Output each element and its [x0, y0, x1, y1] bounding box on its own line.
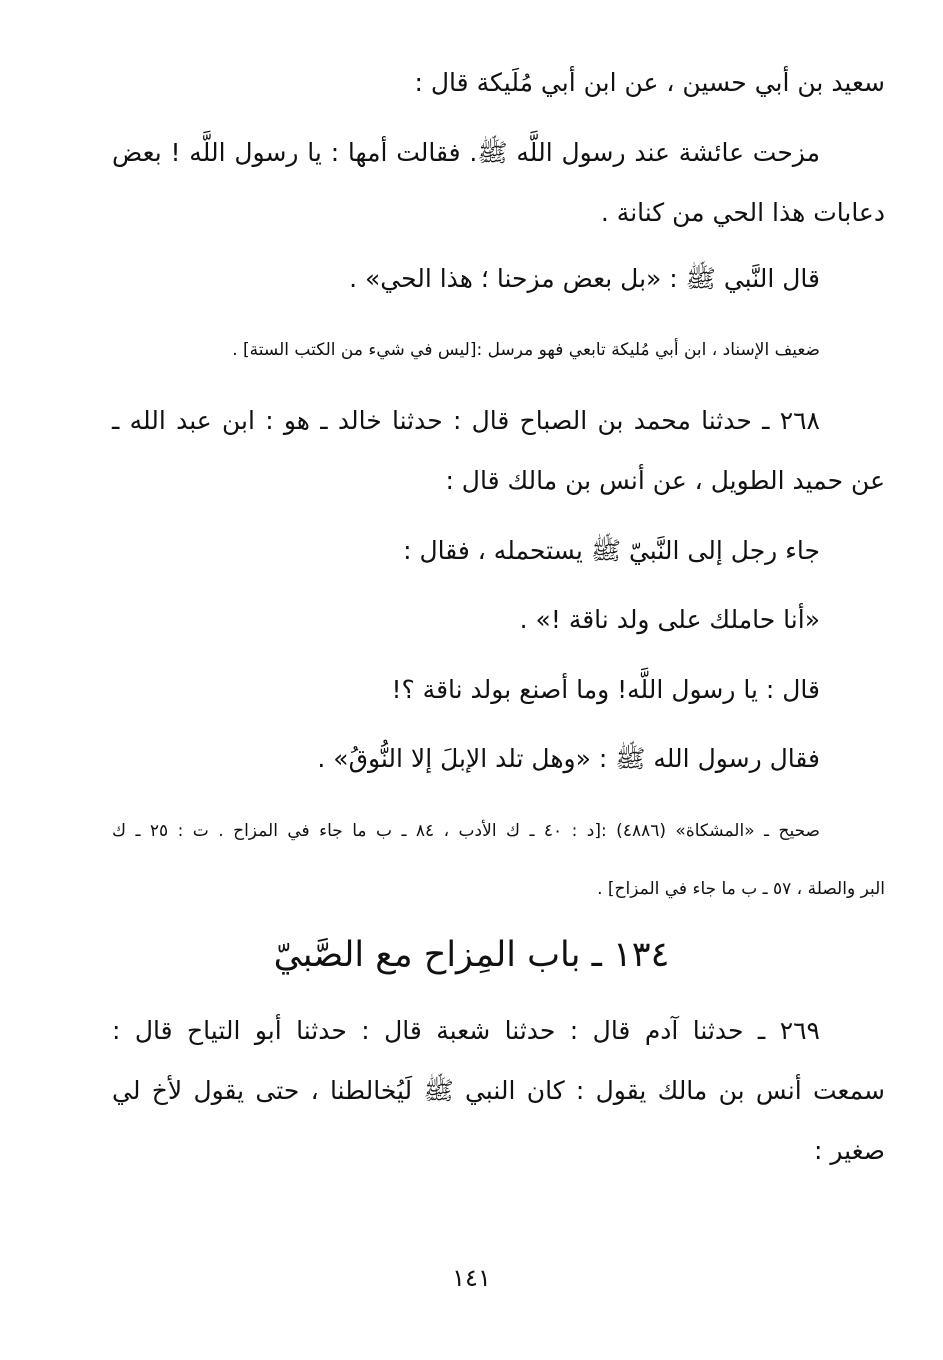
- text-line-12: سمعت أنس بن مالك يقول : كان النبي ﷺ لَيُخالطنا ، حتى يقول لأخ لي: [112, 1076, 885, 1105]
- text-line-4: قال النَّبي ﷺ : «بل بعض مزحنا ؛ هذا الحي» .: [349, 264, 820, 293]
- text-line-1: سعيد بن أبي حسين ، عن ابن أبي مُلَيكة قال :: [414, 68, 885, 97]
- text-line-10: فقال رسول الله ﷺ : «وهل تلد الإبلَ إلا النُّوقُ» .: [317, 744, 820, 773]
- text-line-7: جاء رجل إلى النَّبيّ ﷺ يستحمله ، فقال :: [403, 536, 820, 565]
- footnote-1: ضعيف الإسناد ، ابن أبي مُليكة تابعي فهو مرسل :[ليس في شيء من الكتب الستة] .: [232, 340, 820, 360]
- text-line-11: ٢٦٩ ـ حدثنا آدم قال : حدثنا شعبة قال : حدثنا أبو التياح قال :: [112, 1016, 820, 1045]
- text-line-9: قال : يا رسول اللَّه! وما أصنع بولد ناقة ؟!: [391, 675, 820, 704]
- text-line-3: دعابات هذا الحي من كنانة .: [600, 198, 885, 227]
- footnote-3: البر والصلة ، ٥٧ ـ ب ما جاء في المزاح] .: [597, 879, 885, 899]
- page-number: ١٤١: [452, 1264, 491, 1292]
- footnote-2: صحيح ـ «المشكاة» (٤٨٨٦) :[د : ٤٠ ـ ك الأدب ، ٨٤ ـ ب ما جاء في المزاح . ت : ٢٥ ـ ك: [112, 821, 820, 841]
- text-line-8: «أنا حاملك على ولد ناقة !» .: [519, 605, 820, 634]
- text-line-5: ٢٦٨ ـ حدثنا محمد بن الصباح قال : حدثنا خالد ـ هو : ابن عبد الله ـ: [112, 406, 820, 435]
- text-line-13: صغير :: [814, 1136, 885, 1165]
- chapter-heading: ١٣٤ ـ باب المِزاح مع الصَّبيّ: [273, 935, 670, 975]
- text-line-2: مزحت عائشة عند رسول اللَّه ﷺ. فقالت أمها : يا رسول اللَّه ! بعض: [112, 138, 820, 167]
- text-line-6: عن حميد الطويل ، عن أنس بن مالك قال :: [445, 466, 885, 495]
